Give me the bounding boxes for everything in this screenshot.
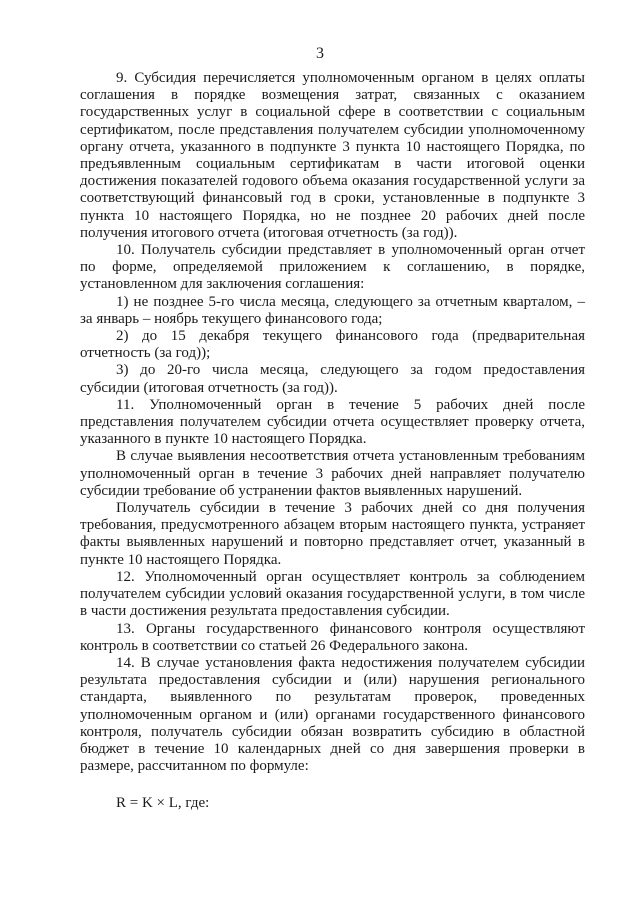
page-number: 3 [316,45,324,62]
document-body [80,70,585,813]
paragraph-11: 11. Уполномоченный орган в течение 5 рабочих дней после представления получателем субсидии отчета осуществляет проверку отчета, указанного в пункте 10 настоящего Порядка. [80,396,585,448]
paragraph-10-item-2: 2) до 15 декабря текущего финансового года (предварительная отчетность (за год)); [80,328,585,362]
paragraph-10-item-3: 3) до 20-го числа месяца, следующего за годом предоставления субсидии (итоговая отчетность (за год)). [80,362,585,396]
paragraph-13: 13. Органы государственного финансового контроля осуществляют контроль в соответствии со статьей 26 Федерального закона. [80,620,585,654]
paragraph-11-part-3: Получатель субсидии в течение 3 рабочих дней со дня получения требования, предусмотренного абзацем вторым настоящего пункта, устраняет факты выявленных нарушений и повторно представляет отчет, указанный в пункте 10 настоящего Порядка. [80,500,585,568]
paragraph-9: 9. Субсидия перечисляется уполномоченным органом в целях оплаты соглашения в порядке возмещения затрат, связанных с оказанием государственных услуг в социальной сфере в соответствии с социальным сертификатом, после представления получателем субсидии уполномоченному органу отчета, указанного в подпункте 3 пункта 10 настоящего Порядка, по предъявленным социальным сертификатам в части итоговой оценки достижения показателей годового объема оказания государственной услуги за соответствующий финансовый год в сроки, установленные в подпункте 3 пункта 10 настоящего Порядка, но не позднее 20 рабочих дней после получения итогового отчета (итоговая отчетность (за год)). [80,70,585,241]
paragraph-10-item-1: 1) не позднее 5-го числа месяца, следующего за отчетным кварталом, – за январь – ноябрь текущего финансового года; [80,293,585,327]
paragraph-12: 12. Уполномоченный орган осуществляет контроль за соблюдением получателем субсидии условий оказания государственной услуги, в том числе в части достижения результата предоставления субсидии. [80,568,585,620]
paragraph-11-part-2: В случае выявления несоответствия отчета установленным требованиям уполномоченный орган в течение 3 рабочих дней направляет получателю субсидии требование об устранении фактов выявленных нарушений. [80,448,585,499]
paragraph-14: 14. В случае установления факта недостижения получателем субсидии результата предоставления субсидии и (или) нарушения регионального стандарта, выявленного по результатам проверок, проведенных уполномоченным органом и (или) органами государственного финансового контроля, получатель субсидии обязан возвратить субсидию в областной бюджет в течение 10 календарных дней со дня завершения проверки в размере, рассчитанном по формуле: [80,654,585,775]
paragraph-10: 10. Получатель субсидии представляет в уполномоченный орган отчет по форме, определяемой приложением к соглашению, в порядке, установленном для заключения соглашения: [80,242,585,293]
formula: R = K × L, где: [116,795,210,812]
